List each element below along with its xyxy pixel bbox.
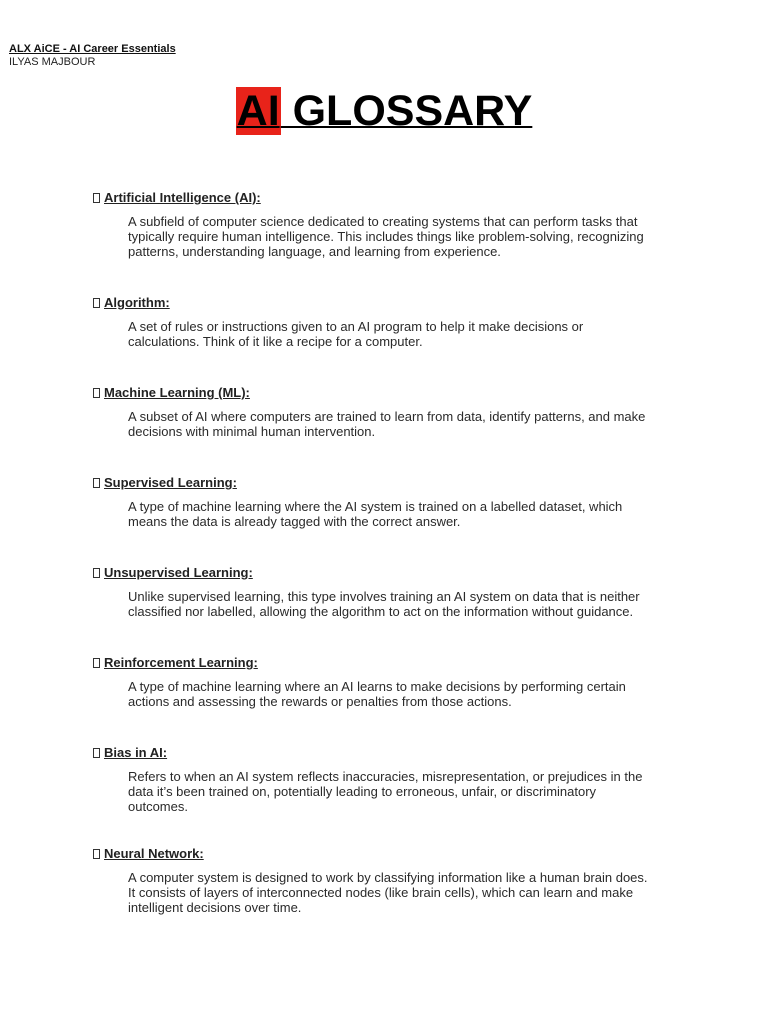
term-heading bbox=[91, 565, 681, 581]
definition-line: calculations. Think of it like a recipe for a computer. bbox=[128, 334, 423, 349]
missing-glyph-bullet-icon bbox=[93, 388, 100, 398]
definition-line: Unlike supervised learning, this type involves training an AI system on data that is neither bbox=[128, 589, 640, 604]
glossary-term bbox=[91, 385, 681, 439]
term-name: Reinforcement Learning: bbox=[104, 655, 258, 670]
glossary-term bbox=[91, 745, 681, 814]
definition-line: A type of machine learning where the AI system is trained on a labelled dataset, which bbox=[128, 499, 623, 514]
term-heading bbox=[91, 745, 681, 761]
definition-line: A subfield of computer science dedicated to creating systems that can perform tasks that bbox=[128, 214, 638, 229]
definition-line: typically require human intelligence. This includes things like problem-solving, recognizing bbox=[128, 229, 644, 244]
page-title bbox=[0, 86, 768, 136]
term-definition bbox=[128, 499, 681, 529]
definition-line: means the data is already tagged with the correct answer. bbox=[128, 514, 461, 529]
term-definition bbox=[128, 319, 681, 349]
missing-glyph-bullet-icon bbox=[93, 748, 100, 758]
term-heading bbox=[91, 295, 681, 311]
title-highlight: AI bbox=[236, 87, 280, 135]
glossary-list bbox=[91, 190, 681, 915]
definition-line: A subset of AI where computers are trained to learn from data, identify patterns, and make bbox=[128, 409, 646, 424]
term-definition bbox=[128, 870, 681, 915]
term-name: Unsupervised Learning: bbox=[104, 565, 253, 580]
glossary-term bbox=[91, 655, 681, 709]
definition-line: intelligent decisions over time. bbox=[128, 900, 302, 915]
definition-line: A type of machine learning where an AI learns to make decisions by performing certain bbox=[128, 679, 626, 694]
glossary-term bbox=[91, 565, 681, 619]
definition-line: outcomes. bbox=[128, 799, 188, 814]
term-definition bbox=[128, 214, 681, 259]
definition-line: classified nor labelled, allowing the algorithm to act on the information without guidance. bbox=[128, 604, 634, 619]
definition-line: patterns, understanding language, and learning from experience. bbox=[128, 244, 501, 259]
missing-glyph-bullet-icon bbox=[93, 658, 100, 668]
glossary-term bbox=[91, 295, 681, 349]
definition-line: data it’s been trained on, potentially leading to erroneous, unfair, or discriminatory bbox=[128, 784, 597, 799]
missing-glyph-bullet-icon bbox=[93, 298, 100, 308]
term-heading bbox=[91, 190, 681, 206]
course-title: ALX AiCE - AI Career Essentials bbox=[9, 43, 176, 55]
author-name: ILYAS MAJBOUR bbox=[9, 56, 96, 68]
term-heading bbox=[91, 655, 681, 671]
term-name: Bias in AI: bbox=[104, 745, 168, 760]
missing-glyph-bullet-icon bbox=[93, 478, 100, 488]
missing-glyph-bullet-icon bbox=[93, 568, 100, 578]
title-text bbox=[236, 86, 533, 136]
term-name: Machine Learning (ML): bbox=[104, 385, 250, 400]
term-definition bbox=[128, 679, 681, 709]
term-name: Algorithm: bbox=[104, 295, 170, 310]
definition-line: A computer system is designed to work by classifying information like a human brain does. bbox=[128, 870, 648, 885]
glossary-term bbox=[91, 846, 681, 915]
glossary-term bbox=[91, 190, 681, 259]
term-heading bbox=[91, 475, 681, 491]
glossary-term bbox=[91, 475, 681, 529]
title-rest: GLOSSARY bbox=[280, 87, 533, 135]
term-name: Supervised Learning: bbox=[104, 475, 237, 490]
definition-line: actions and assessing the rewards or penalties from those actions. bbox=[128, 694, 512, 709]
term-definition bbox=[128, 409, 681, 439]
missing-glyph-bullet-icon bbox=[93, 849, 100, 859]
definition-line: A set of rules or instructions given to an AI program to help it make decisions or bbox=[128, 319, 584, 334]
term-definition bbox=[128, 589, 681, 619]
document-header bbox=[9, 43, 176, 69]
term-definition bbox=[128, 769, 681, 814]
definition-line: It consists of layers of interconnected nodes (like brain cells), which can learn and make bbox=[128, 885, 634, 900]
definition-line: decisions with minimal human intervention. bbox=[128, 424, 376, 439]
term-name: Neural Network: bbox=[104, 846, 204, 861]
term-name: Artificial Intelligence (AI): bbox=[104, 190, 261, 205]
definition-line: Refers to when an AI system reflects inaccuracies, misrepresentation, or prejudices in the bbox=[128, 769, 643, 784]
missing-glyph-bullet-icon bbox=[93, 193, 100, 203]
term-heading bbox=[91, 385, 681, 401]
term-heading bbox=[91, 846, 681, 862]
